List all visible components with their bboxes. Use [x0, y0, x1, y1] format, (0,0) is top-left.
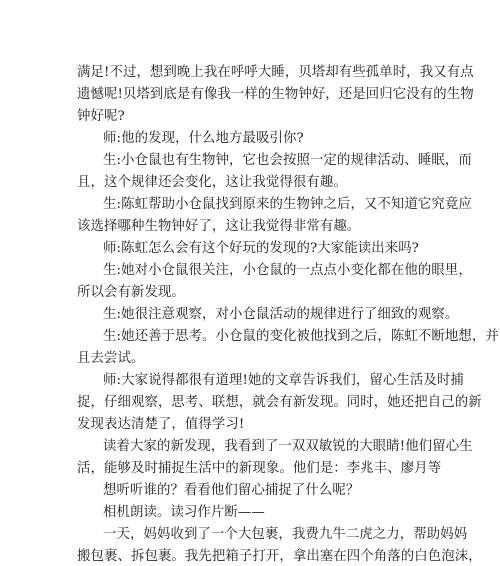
text-line: 搬包裹、拆包裹。我先把箱子打开，拿出塞在四个角落的白色泡沫，	[77, 549, 482, 564]
text-line: 想听听谁的？看看他们留心捕捉了什么呢？	[103, 483, 360, 498]
text-line: 捉，仔细观察，思考、联想，就会有新发现。同时，她还把自己的新	[77, 395, 482, 410]
text-line: 且，这个规律还会变化，这让我觉得很有趣。	[77, 175, 347, 190]
text-line: 读着大家的新发现，我看到了一双双敏锐的大眼睛!他们留心生	[103, 439, 473, 454]
text-line: 相机朗读。读习作片断——	[103, 505, 265, 520]
text-line: 钟好呢?	[77, 109, 125, 124]
text-line: 师:陈虹怎么会有这个好玩的发现的?大家能读出来吗?	[103, 241, 419, 256]
text-line: 遗憾呢!贝塔到底是有像我一样的生物钟好，还是回归它没有的生物	[77, 87, 474, 102]
text-line: 师:大家说得都很有道理!她的文章告诉我们，留心生活及时捕	[103, 373, 464, 388]
text-line: 生:陈虹帮助小仓鼠找到原来的生物钟之后，又不知道它究竟应	[103, 197, 472, 212]
text-line: 满足!不过，想到晚上我在呼呼大睡，贝塔却有些孤单时，我又有点	[77, 65, 474, 80]
text-line: 发现表达清楚了，值得学习!	[77, 417, 245, 432]
text-line: 一天，妈妈收到了一个大包裹，我费九牛二虎之力，帮助妈妈	[103, 527, 468, 542]
text-line: 生:她对小仓鼠很关注，小仓鼠的一点点小变化都在他的眼里，	[103, 263, 472, 278]
text-line: 活，能够及时捕捉生活中的新现象。他们是：李兆丰、廖月等	[77, 461, 442, 476]
text-line: 师:他的发现，什么地方最吸引你?	[103, 131, 304, 146]
text-line: 所以会有新发现。	[77, 285, 185, 300]
text-line: 该选择哪种生物钟好了，这让我觉得非常有趣。	[77, 219, 361, 234]
text-line: 生:她很注意观察，对小仓鼠活动的规律进行了细致的观察。	[103, 307, 459, 322]
text-line: 生:小仓鼠也有生物钟，它也会按照一定的规律活动、睡眠，而	[103, 153, 472, 168]
text-line: 生:她还善于思考。小仓鼠的变化被他找到之后，陈虹不断地想，并	[103, 329, 499, 344]
text-line: 且去尝试。	[77, 351, 145, 366]
